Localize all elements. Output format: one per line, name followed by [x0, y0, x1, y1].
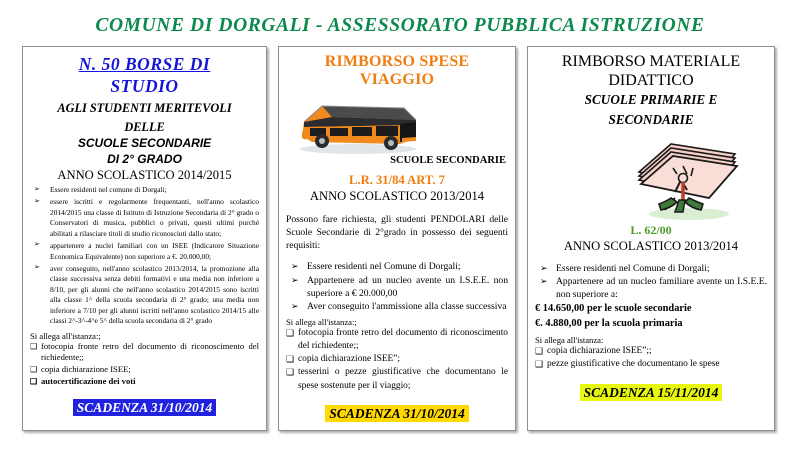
panel2-attachments-label: Si allega all'istanza:;	[286, 316, 357, 327]
panel2-school-year: ANNO SCOLASTICO 2013/2014	[309, 189, 485, 203]
panel2-law: L.R. 31/84 ART. 7	[349, 173, 445, 187]
list-item: ➢ Essere residenti nel Comune di Dorgali;	[286, 260, 508, 273]
panel1-subtitle-3: SCUOLE SECONDARIE	[77, 135, 212, 150]
panel1-requirements-list	[30, 185, 259, 326]
checkbox-item[interactable]: ❑ copia dichiarazione ISEE”;	[286, 353, 508, 366]
list-item: ➢ Appartenere ad un nucleo avente un I.S.E.E. non superiore a € 20.000,00	[286, 274, 508, 300]
list-item: ➢ Essere residenti nel comune di Dorgali;	[30, 185, 259, 196]
panel3-attachments-list	[535, 345, 767, 371]
panel1-deadline	[30, 400, 259, 416]
list-item: ➢ Essere residenti nel Comune di Dorgali;	[535, 262, 767, 275]
panel1-subtitle-4: DI 2° GRADO	[107, 151, 182, 166]
panels-container	[0, 37, 800, 431]
panel-rimborso-spese-viaggio	[278, 46, 516, 431]
panel3-title-line1: RIMBORSO MATERIALE	[561, 53, 741, 70]
panel3-deadline	[535, 385, 767, 401]
panel1-subtitle-2: DELLE	[124, 119, 165, 134]
panel2-deadline	[286, 406, 508, 422]
checkbox-item[interactable]: ❑ autocertificazione dei voti	[30, 376, 259, 388]
panel1-title-line1: N. 50 BORSE DI	[78, 54, 211, 74]
list-item: ➢ appartenere a nuclei familiari con un ISEE (Indicatore Situazione Economica Equivalente) non superiore a €. 20.000,00;	[30, 241, 259, 262]
panel3-illustration-row	[535, 132, 767, 227]
panel3-law: L. 62/00	[630, 222, 672, 237]
panel3-school-year: ANNO SCOLASTICO 2013/2014	[563, 238, 739, 253]
checkbox-item[interactable]: ❑ tesserini o pezze giustificative che documentano le spese sostenute per il viaggio;	[286, 366, 508, 392]
panel1-attachments-list	[30, 341, 259, 388]
bus-icon	[292, 94, 422, 161]
checkbox-item[interactable]: ❑ copia dichiarazione ISEE;	[30, 364, 259, 376]
panel2-title: RIMBORSO SPESE VIAGGIO	[324, 53, 470, 88]
panel3-attachments-label: Si allega all'istanza:	[535, 335, 604, 346]
panel1-subtitle-1: AGLI STUDENTI MERITEVOLI	[57, 100, 232, 115]
list-item: ➢ aver conseguito, nell'anno scolastico 2013/2014, la promozione alla classe successiva senza debiti formativi e una media non inferiore a 8/10, per gli alunni che nell'anno scolastico 2014/2015 sono iscritti alla classe 1^ della scuola secondaria di 2° grado; una media non inferiore a 7/10 per gli alunni iscritti nell'anno scolastico 2014/15 alle classi 2^-3^-4^e 5^ della scuola secondaria di 2° grado	[30, 264, 259, 327]
panel-rimborso-materiale-didattico	[527, 46, 775, 431]
panel3-title-line2: DIDATTICO	[608, 71, 694, 89]
checkbox-item[interactable]: ❑ fotocopia fronte retro del documento di riconoscimento del richiedente;;	[30, 341, 259, 364]
panel1-title	[30, 53, 259, 98]
panel2-deadline-text: SCADENZA 31/10/2014	[325, 405, 468, 422]
list-item: ➢ Appartenere ad un nucleo familiare avente un I.S.E.E. non superiore a:	[535, 275, 767, 301]
panel1-deadline-text: SCADENZA 31/10/2014	[73, 399, 216, 416]
checkbox-item[interactable]: ❑ fotocopia fronte retro del documento di riconoscimento del richiedente;;	[286, 327, 508, 353]
panel1-title-line2: STUDIO	[110, 76, 179, 97]
panel2-attachments-list	[286, 327, 508, 393]
list-item: ➢ essere iscritti e regolarmente frequentanti, nell'anno scolastico 2014/2015 una classe di Istituto di Istruzione Secondaria di 2° grado o Conservatori di musica, pubblici o privati, questi ultimi purché abilitati a rilasciare titoli di studio riconosciuti dallo stato;	[30, 197, 259, 239]
checkbox-item[interactable]: ❑ pezze giustificative che documentano le spese	[535, 358, 767, 371]
panel2-illustration-row	[286, 94, 508, 172]
checkbox-item[interactable]: ❑ copia dichiarazione ISEE”;;	[535, 345, 767, 358]
panel3-requirements-list	[535, 262, 767, 301]
panel2-intro: Possono fare richiesta, gli studenti PENDOLARI delle Scuole Secondarie di 2°grado in possesso dei seguenti requisiti:	[286, 214, 508, 252]
panel1-school-year: ANNO SCOLASTICO 2014/2015	[57, 168, 232, 183]
panel3-amount-secondary: € 14.650,00 per le scuole secondarie	[535, 303, 692, 315]
panel3-deadline-text: SCADENZA 15/11/2014	[580, 384, 723, 401]
page-title: COMUNE DI DORGALI - ASSESSORATO PUBBLICA ISTRUZIONE	[95, 15, 705, 36]
panel2-bus-label: SCUOLE SECONDARIE	[390, 155, 506, 166]
list-item: ➢ Aver conseguito l'ammissione alla classe successiva	[286, 300, 508, 313]
panel3-amount-primary: €. 4.880,00 per la scuola primaria	[535, 318, 683, 330]
panel-borse-di-studio	[22, 46, 267, 431]
panel3-subtitle-1: SCUOLE PRIMARIE E	[584, 92, 718, 108]
student-carrying-books-icon	[631, 132, 749, 229]
panel2-requirements-list	[286, 260, 508, 313]
panel3-subtitle-2: SECONDARIE	[608, 111, 694, 127]
panel1-attachments-label: Si allega all'istanza:;	[30, 330, 101, 341]
